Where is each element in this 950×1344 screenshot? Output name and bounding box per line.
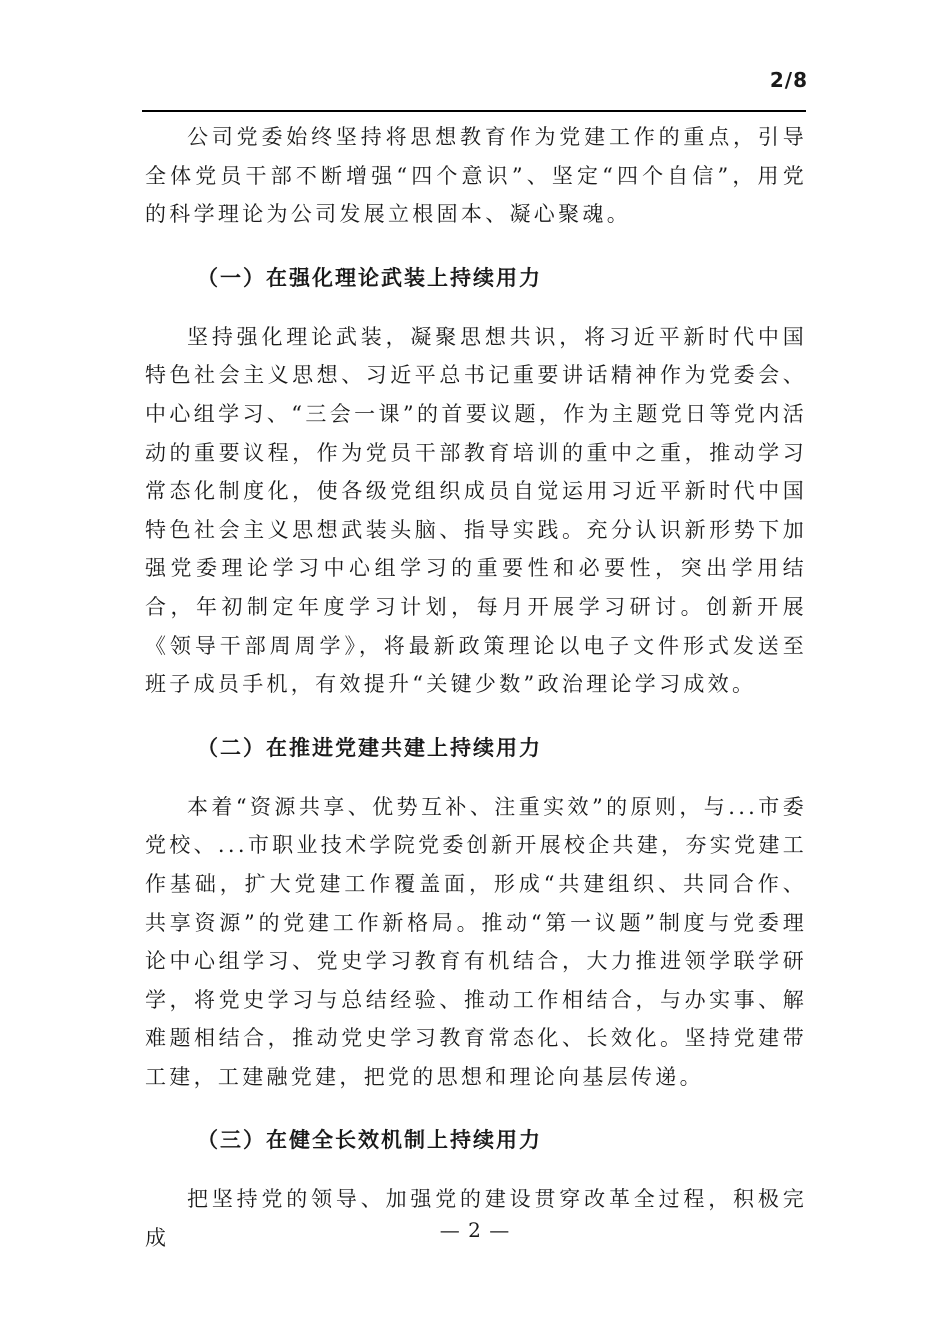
page-counter: 2/8 — [769, 68, 808, 92]
section-heading-2: （二）在推进党建共建上持续用力 — [197, 735, 542, 760]
page-number: — 2 — — [439, 1218, 511, 1242]
section-heading-1: （一）在强化理论武装上持续用力 — [197, 265, 542, 290]
section-heading-3: （三）在健全长效机制上持续用力 — [197, 1128, 542, 1153]
header-divider — [142, 110, 806, 112]
intro-paragraph: 公司党委始终坚持将思想教育作为党建工作的重点，引导全体党员干部不断增强“四个意识”、坚定“四个自信”，用党的科学理论为公司发展立根固本、凝心聚魂。 — [145, 125, 807, 227]
section-paragraph-2: 本着“资源共享、优势互补、注重实效”的原则，与...市委党校、...市职业技术学院党委创新开展校企共建，夯实党建工作基础，扩大党建工作覆盖面，形成“共建组织、共同合作、共享资源”的党建工作新格局。推动“第一议题”制度与党委理论中心组学习、党史学习教育有机结合，大力推进领学联学研学，将党史学习与总结经验、推动工作相结合，与办实事、解难题相结合，推动党史学习教育常态化、长效化。坚持党建带工建，工建融党建，把党的思想和理论向基层传递。 — [145, 794, 807, 1089]
document-body — [145, 118, 807, 1258]
section-paragraph-3: 把坚持党的领导、加强党的建设贯穿改革全过程，积极完成 — [145, 1187, 807, 1251]
section-paragraph-1: 坚持强化理论武装，凝聚思想共识，将习近平新时代中国特色社会主义思想、习近平总书记重要讲话精神作为党委会、中心组学习、“三会一课”的首要议题，作为主题党日等党内活动的重要议程，作为党员干部教育培训的重中之重，推动学习常态化制度化，使各级党组织成员自觉运用习近平新时代中国特色社会主义思想武装头脑、指导实践。充分认识新形势下加强党委理论学习中心组学习的重要性和必要性，突出学用结合，年初制定年度学习计划，每月开展学习研讨。创新开展《领导干部周周学》，将最新政策理论以电子文件形式发送至班子成员手机，有效提升“关键少数”政治理论学习成效。 — [145, 324, 807, 697]
